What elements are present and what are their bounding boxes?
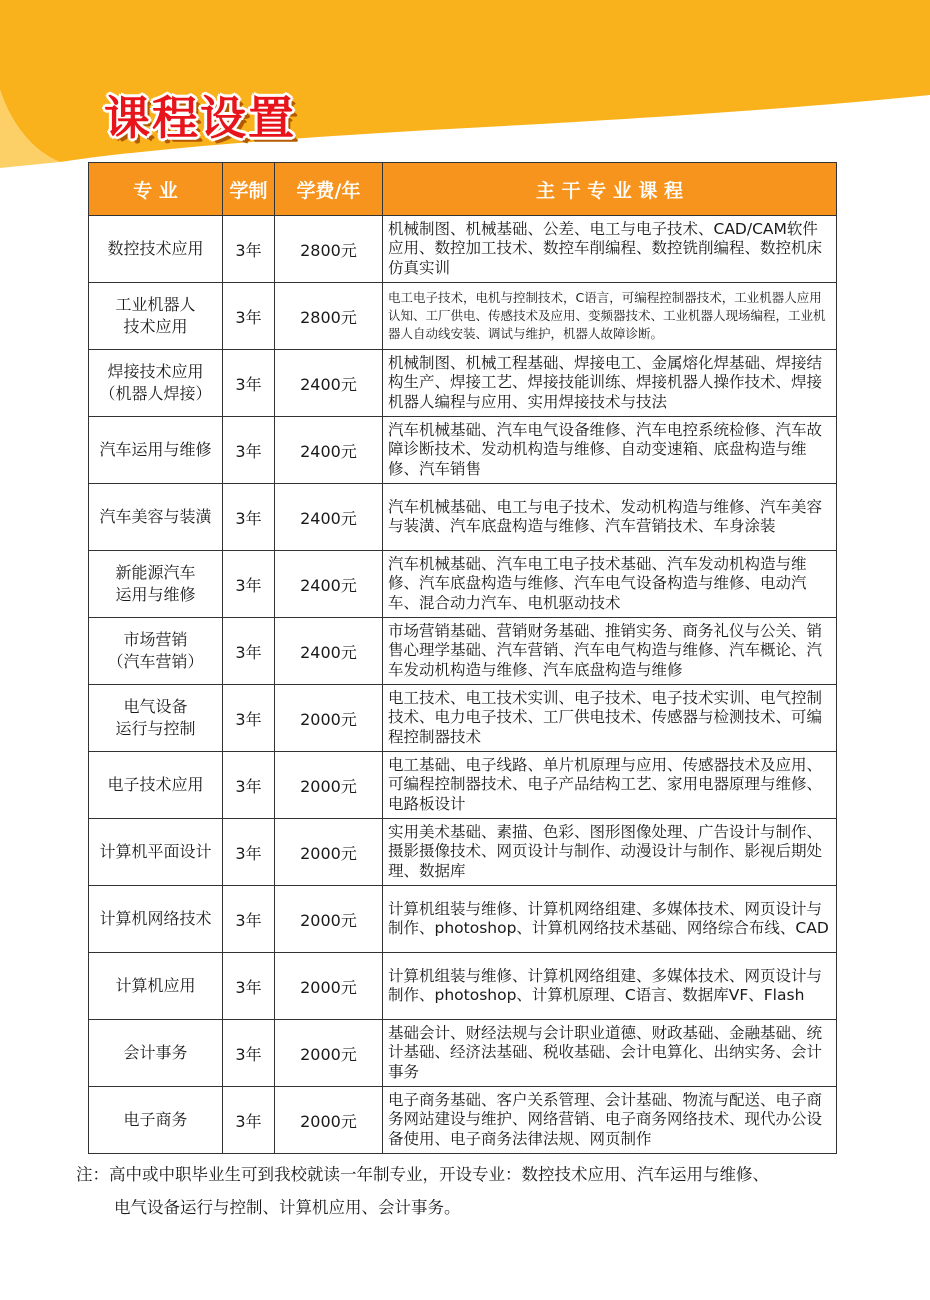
duration-cell: 3年 [223,953,275,1020]
table-row [89,417,837,484]
table-row [89,685,837,752]
tuition-cell: 2000元 [275,953,383,1020]
major-cell: 计算机平面设计 [89,819,223,886]
tuition-cell: 2400元 [275,551,383,618]
table-row [89,819,837,886]
courses-cell: 汽车机械基础、汽车电气设备维修、汽车电控系统检修、汽车故障诊断技术、发动机构造与维修、自动变速箱、底盘构造与维修、汽车销售 [383,417,837,484]
major-cell: 计算机网络技术 [89,886,223,953]
courses-cell: 电工电子技术，电机与控制技术，C语言，可编程控制器技术，工业机器人应用认知、工厂供电、传感技术及应用、变频器技术、工业机器人现场编程，工业机器人自动线安装、调试与维护，机器人故障诊断。 [383,283,837,350]
tuition-cell: 2400元 [275,484,383,551]
header-courses: 主 干 专 业 课 程 [383,163,837,216]
major-cell: 电气设备 运行与控制 [89,685,223,752]
major-cell: 工业机器人 技术应用 [89,283,223,350]
table-header-row [89,163,837,216]
courses-cell: 基础会计、财经法规与会计职业道德、财政基础、金融基础、统计基础、经济法基础、税收基础、会计电算化、出纳实务、会计事务 [383,1020,837,1087]
duration-cell: 3年 [223,752,275,819]
duration-cell: 3年 [223,1020,275,1087]
tuition-cell: 2000元 [275,1020,383,1087]
table-row [89,283,837,350]
duration-cell: 3年 [223,1087,275,1154]
tuition-cell: 2400元 [275,417,383,484]
courses-cell: 机械制图、机械基础、公差、电工与电子技术、CAD/CAM软件应用、数控加工技术、数控车削编程、数控铣削编程、数控机床仿真实训 [383,216,837,283]
duration-cell: 3年 [223,484,275,551]
table-row [89,484,837,551]
courses-cell: 计算机组装与维修、计算机网络组建、多媒体技术、网页设计与制作、photoshop、计算机原理、C语言、数据库VF、Flash [383,953,837,1020]
duration-cell: 3年 [223,283,275,350]
header-major: 专 业 [89,163,223,216]
tuition-cell: 2800元 [275,283,383,350]
duration-cell: 3年 [223,216,275,283]
tuition-cell: 2400元 [275,618,383,685]
major-cell: 焊接技术应用 （机器人焊接） [89,350,223,417]
major-cell: 电子商务 [89,1087,223,1154]
courses-cell: 机械制图、机械工程基础、焊接电工、金属熔化焊基础、焊接结构生产、焊接工艺、焊接技能训练、焊接机器人操作技术、焊接机器人编程与应用、实用焊接技术与技法 [383,350,837,417]
header-duration: 学制 [223,163,275,216]
page-title: 课程设置 [104,91,296,145]
major-cell: 市场营销 （汽车营销） [89,618,223,685]
tuition-cell: 2000元 [275,752,383,819]
courses-cell: 电工技术、电工技术实训、电子技术、电子技术实训、电气控制技术、电力电子技术、工厂供电技术、传感器与检测技术、可编程控制器技术 [383,685,837,752]
table-row [89,350,837,417]
table-row [89,1020,837,1087]
course-table [88,162,837,1154]
major-cell: 数控技术应用 [89,216,223,283]
courses-cell: 电工基础、电子线路、单片机原理与应用、传感器技术及应用、可编程控制器技术、电子产品结构工艺、家用电器原理与维修、电路板设计 [383,752,837,819]
tuition-cell: 2000元 [275,1087,383,1154]
tuition-cell: 2000元 [275,886,383,953]
courses-cell: 实用美术基础、素描、色彩、图形图像处理、广告设计与制作、摄影摄像技术、网页设计与制作、动漫设计与制作、影视后期处理、数据库 [383,819,837,886]
footnote [76,1158,856,1224]
courses-cell: 汽车机械基础、电工与电子技术、发动机构造与维修、汽车美容与装潢、汽车底盘构造与维修、汽车营销技术、车身涂装 [383,484,837,551]
tuition-cell: 2400元 [275,350,383,417]
duration-cell: 3年 [223,551,275,618]
duration-cell: 3年 [223,886,275,953]
duration-cell: 3年 [223,685,275,752]
table-row [89,618,837,685]
footnote-line-2: 电气设备运行与控制、计算机应用、会计事务。 [114,1198,461,1217]
table-row [89,551,837,618]
duration-cell: 3年 [223,819,275,886]
major-cell: 汽车美容与装潢 [89,484,223,551]
major-cell: 新能源汽车 运用与维修 [89,551,223,618]
courses-cell: 市场营销基础、营销财务基础、推销实务、商务礼仪与公关、销售心理学基础、汽车营销、汽车电气构造与维修、汽车概论、汽车发动机构造与维修、汽车底盘构造与维修 [383,618,837,685]
courses-cell: 电子商务基础、客户关系管理、会计基础、物流与配送、电子商务网站建设与维护、网络营销、电子商务网络技术、现代办公设备使用、电子商务法律法规、网页制作 [383,1087,837,1154]
duration-cell: 3年 [223,618,275,685]
footnote-line-1: 注：高中或中职毕业生可到我校就读一年制专业，开设专业：数控技术应用、汽车运用与维修、 [76,1165,769,1184]
courses-cell: 计算机组装与维修、计算机网络组建、多媒体技术、网页设计与制作、photoshop、计算机网络技术基础、网络综合布线、CAD [383,886,837,953]
duration-cell: 3年 [223,350,275,417]
major-cell: 会计事务 [89,1020,223,1087]
table-row [89,216,837,283]
courses-cell: 汽车机械基础、汽车电工电子技术基础、汽车发动机构造与维修、汽车底盘构造与维修、汽车电气设备构造与维修、电动汽车、混合动力汽车、电机驱动技术 [383,551,837,618]
table-row [89,886,837,953]
tuition-cell: 2000元 [275,819,383,886]
table-row [89,752,837,819]
table-row [89,1087,837,1154]
major-cell: 计算机应用 [89,953,223,1020]
major-cell: 汽车运用与维修 [89,417,223,484]
tuition-cell: 2800元 [275,216,383,283]
major-cell: 电子技术应用 [89,752,223,819]
duration-cell: 3年 [223,417,275,484]
header-tuition: 学费/年 [275,163,383,216]
tuition-cell: 2000元 [275,685,383,752]
table-row [89,953,837,1020]
